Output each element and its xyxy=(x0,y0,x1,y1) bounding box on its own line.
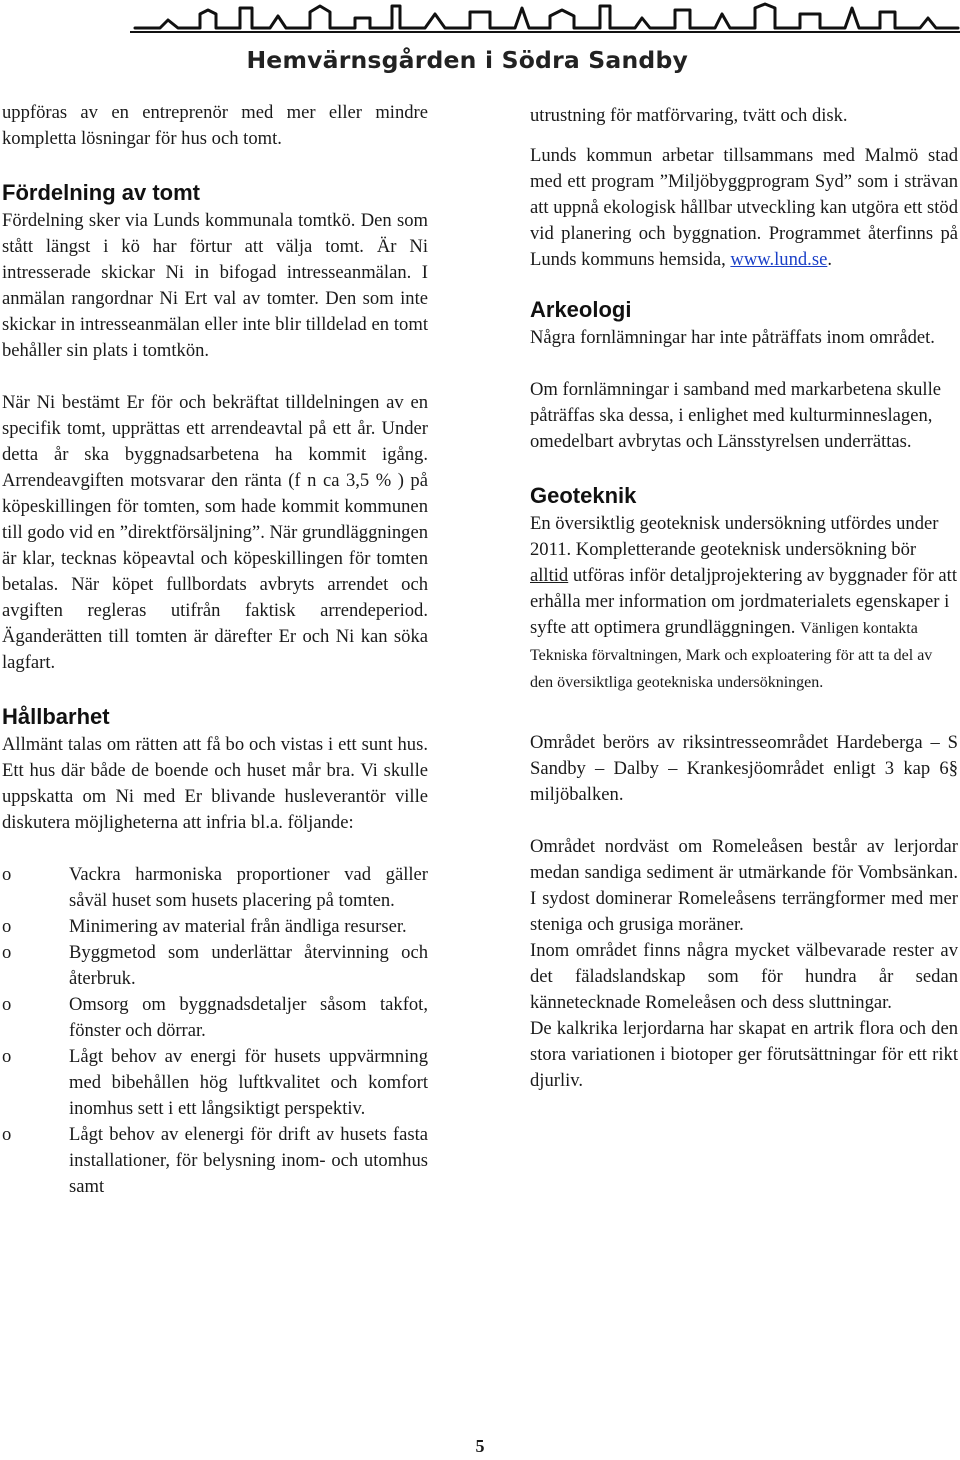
arkeologi-paragraph-1: Några fornlämningar har inte påträffats inom området. xyxy=(530,327,935,348)
geoteknik-contact-note: Vänligen kontakta Tekniska förvaltningen, Mark och exploatering för att ta del av den översiktliga geotekniska undersökningen. xyxy=(530,620,933,691)
list-item xyxy=(2,992,428,1044)
geoteknik-paragraph-1 xyxy=(530,511,958,696)
fordelning-paragraph-2: När Ni bestämt Er för och bekräftat tilldelningen av en specifik tomt, upprättas ett arrendeavtal på ett år. Under detta år ska byggnadsarbetena ha kommit igång. Arrendeavgiften motsvarar den ränta (f n ca 3,5 % ) på köpeskillingen för tomten, som hade kommit kommunen till godo vid en ”direktförsäljning”. När grundläggningen är klar, tecknas köpeavtal och köpeskillingen för tomten betalas. När köpet fullbordats avbryts arrendet och avgiften regleras utifrån faktisk arrendeperiod. Äganderätten till tomten är därefter Er och Ni kan söka lagfart. xyxy=(2,392,429,673)
list-item-text: Minimering av material från ändliga resurser. xyxy=(69,916,407,937)
list-item-text: Lågt behov av elenergi för drift av husets fasta installationer, för belysning inom- och utomhus samt xyxy=(69,1124,428,1197)
skyline-logo xyxy=(130,0,960,38)
bullet-icon: o xyxy=(2,994,12,1015)
lund-paragraph-end: . xyxy=(827,249,832,270)
bullet-icon: o xyxy=(2,942,12,963)
bullet-icon: o xyxy=(2,916,12,937)
hallbarhet-paragraph: Allmänt talas om rätten att få bo och vistas i ett sunt hus. Ett hus där både de boende och huset mår bra. Vi skulle uppskatta om Ni med Er blivande husleverantör ville diskutera möjligheterna att infria bl.a. följande: xyxy=(2,734,428,833)
geoteknik-paragraph-3: Området nordväst om Romeleåsen består av lerjordar medan sandiga sediment är utmärkande för Vombsänkan. I sydost dominerar Romeleåsens terrängformer med mer steniga och grusiga moräner. xyxy=(530,836,958,935)
page-header xyxy=(0,0,960,85)
intro-paragraph: uppföras av en entreprenör med mer eller mindre kompletta lösningar för hus och tomt. xyxy=(2,102,428,149)
bullet-icon: o xyxy=(2,864,12,885)
site-title: Hemvärnsgården i Södra Sandby xyxy=(246,46,688,74)
geoteknik-paragraph-2: Området berörs av riksintresseområdet Hardeberga – S Sandby – Dalby – Krankesjöområdet enligt 3 kap 6§ miljöbalken. xyxy=(530,732,958,805)
heading-arkeologi: Arkeologi xyxy=(530,297,632,322)
list-item xyxy=(2,1044,428,1122)
list-item-text: Omsorg om byggnadsdetaljer såsom takfot, fönster och dörrar. xyxy=(69,994,428,1041)
heading-hallbarhet: Hållbarhet xyxy=(2,704,110,729)
list-item-text: Vackra harmoniska proportioner vad gäller såväl huset som husets placering på tomten. xyxy=(69,864,428,911)
list-item xyxy=(2,862,428,914)
list-item xyxy=(2,1122,428,1200)
list-item xyxy=(2,940,428,992)
lund-paragraph-text: Lunds kommun arbetar tillsammans med Malmö stad med ett program ”Miljöbyggprogram Syd” som i strävan att uppnå ekologisk hållbar utveckling kan utgöra ett stöd vid planering och byggnation. Programmet återfinns på Lunds kommuns hemsida, xyxy=(530,145,958,270)
list-item-text: Byggmetod som underlättar återvinning och återbruk. xyxy=(69,942,428,989)
lund-paragraph xyxy=(530,143,958,273)
hallbarhet-list xyxy=(2,862,428,1200)
bullet-icon: o xyxy=(2,1124,12,1145)
right-column xyxy=(530,103,958,1094)
continued-paragraph: utrustning för matförvaring, tvätt och disk. xyxy=(530,105,848,126)
geoteknik-paragraph-4: Inom området finns några mycket välbevarade rester av det fäladslandskap som för hundra år sedan kännetecknade Romeleåsen och dess sluttningar. xyxy=(530,940,958,1013)
fordelning-paragraph-1: Fördelning sker via Lunds kommunala tomtkö. Den som stått längst i kö har förtur att välja tomt. Är Ni intresserade skickar Ni in bifogad intresseanmälan. I anmälan rangordnar Ni Ert val av tomter. Den som inte skickar in intresseanmälan eller inte blir tilldelad en tomt behåller sin plats i tomtkön. xyxy=(2,210,428,361)
geoteknik-text-a: En översiktlig geoteknisk undersökning utfördes under 2011. Kompletterande geoteknisk undersökning bör xyxy=(530,513,939,560)
page-number: 5 xyxy=(475,1436,485,1456)
heading-geoteknik: Geoteknik xyxy=(530,483,637,508)
list-item-text: Lågt behov av energi för husets uppvärmning med bibehållen hög luftkvalitet och komfort inomhus sett i ett långsiktigt perspektiv. xyxy=(69,1046,428,1119)
geoteknik-text-b: utföras inför detaljprojektering av byggnader för att erhålla mer information om jordmaterialets egenskaper i syfte att optimera grundläggningen. xyxy=(530,565,957,638)
heading-fordelning: Fördelning av tomt xyxy=(2,180,200,205)
left-column xyxy=(2,100,428,1200)
arkeologi-paragraph-2: Om fornlämningar i samband med markarbetena skulle påträffas ska dessa, i enlighet med kulturminneslagen, omedelbart avbrytas och Länsstyrelsen underrättas. xyxy=(530,379,941,452)
bullet-icon: o xyxy=(2,1046,12,1067)
geoteknik-paragraph-5: De kalkrika lerjordarna har skapat en artrik flora och den stora variationen i biotoper ger förutsättningar för ett rikt djurliv. xyxy=(530,1018,958,1091)
lund-website-link[interactable]: www.lund.se xyxy=(730,249,828,270)
list-item xyxy=(2,914,428,940)
emphasis-alltid: alltid xyxy=(530,565,569,586)
